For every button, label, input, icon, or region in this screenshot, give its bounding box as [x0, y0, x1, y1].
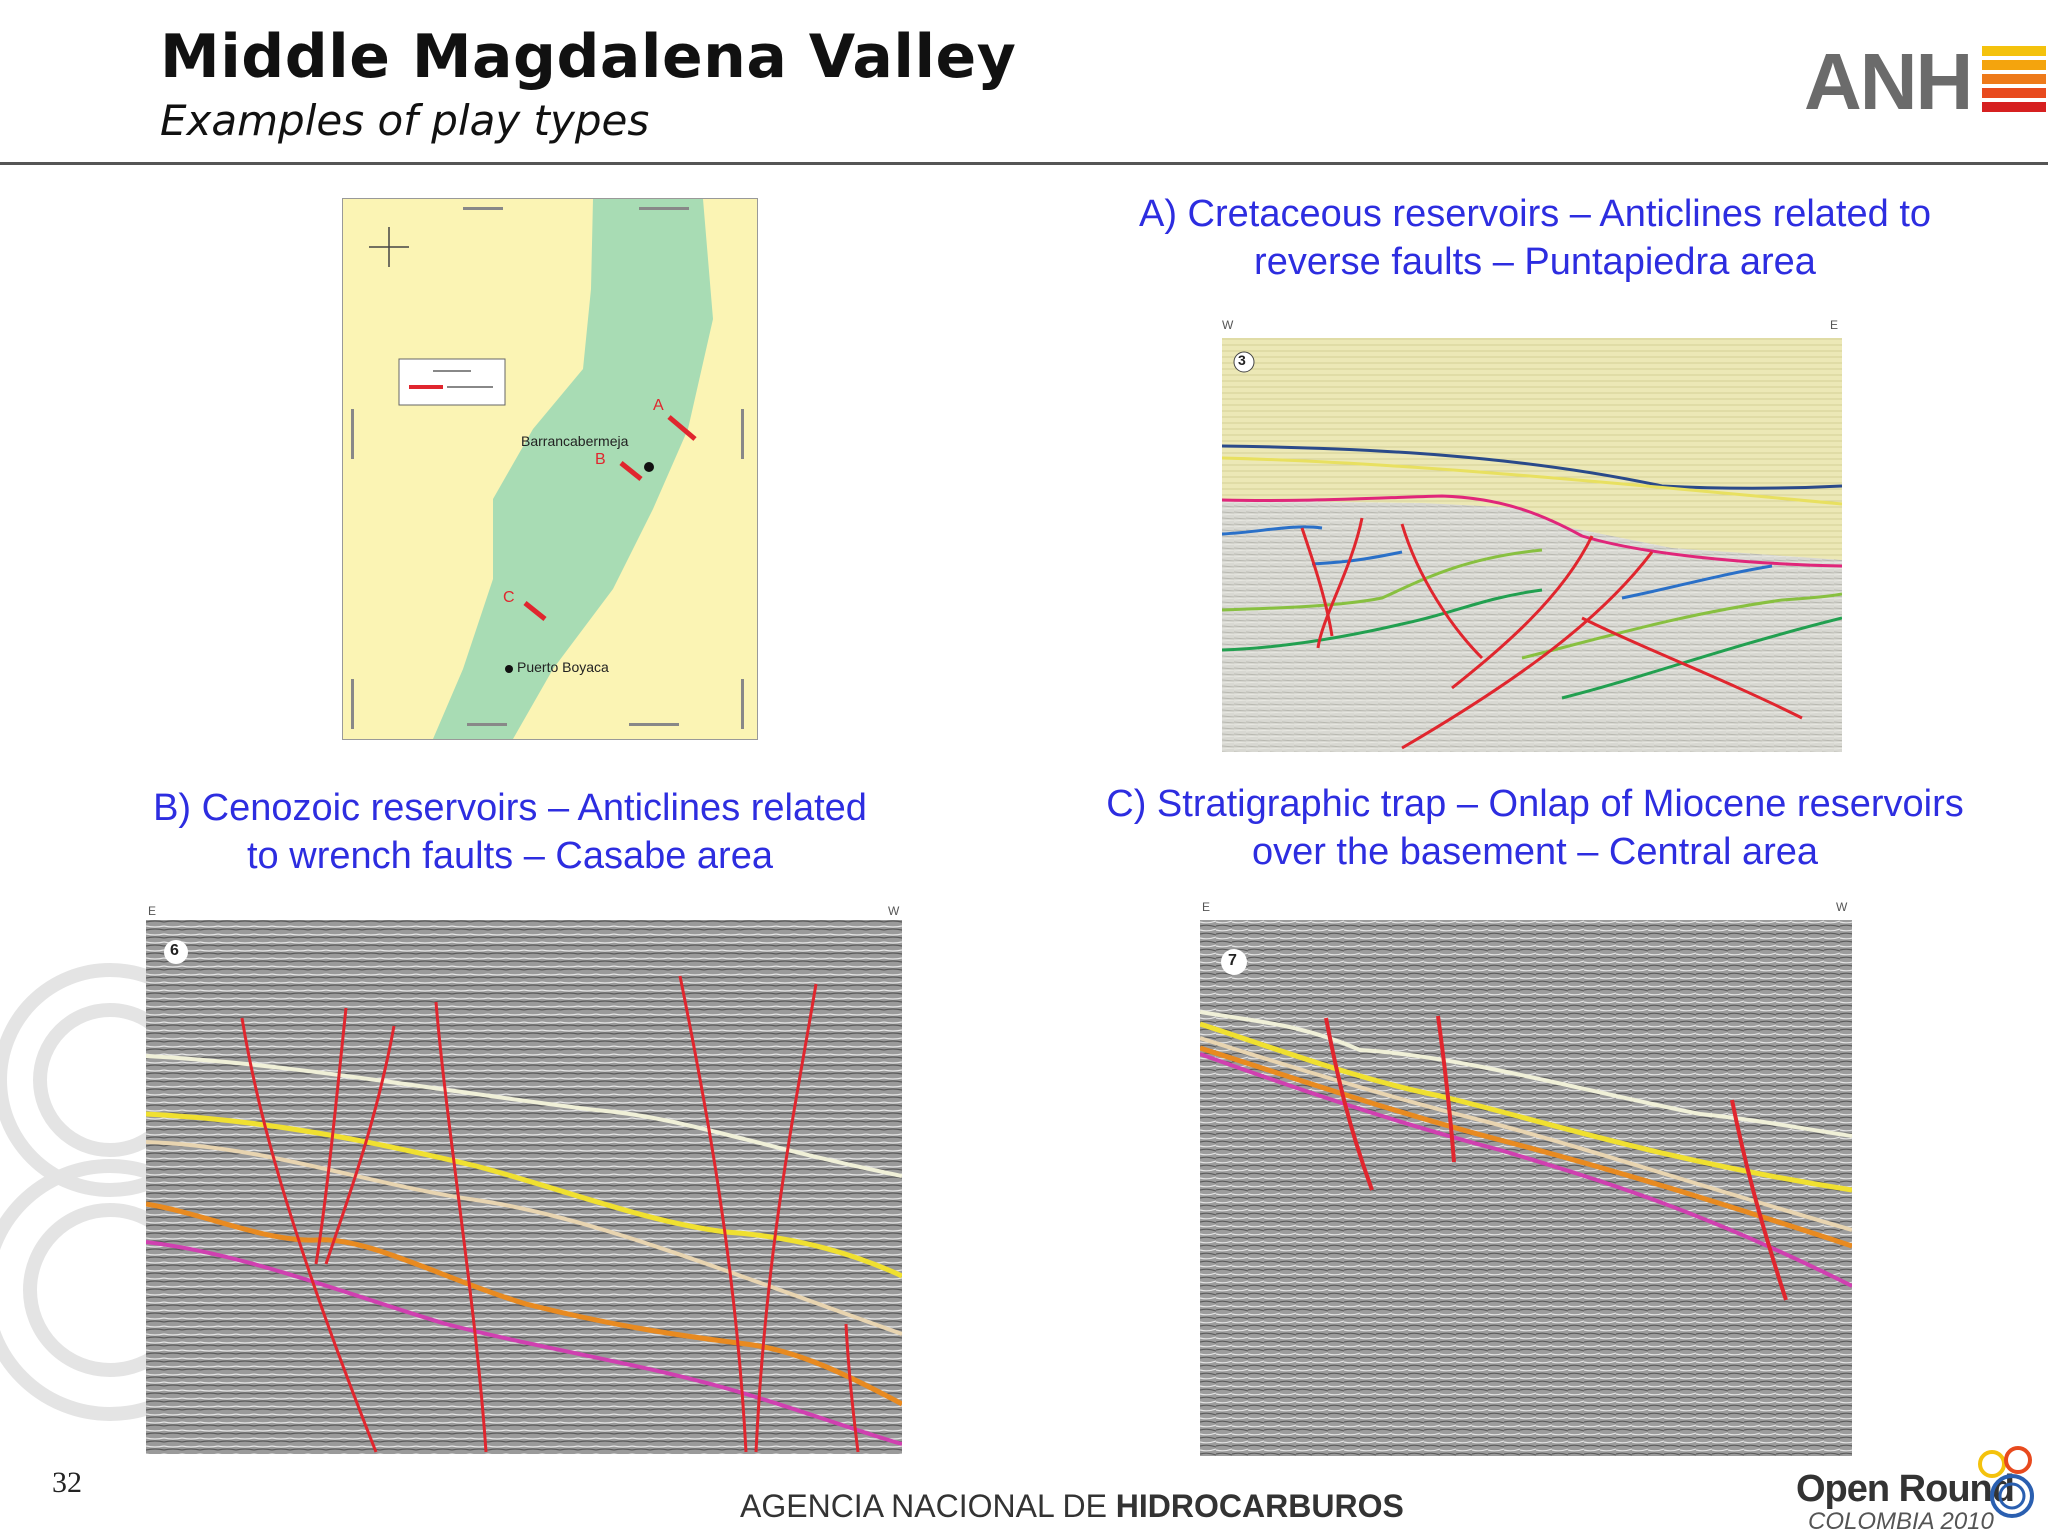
section-c-number: 7: [1228, 952, 1237, 969]
caption-b-line1: B) Cenozoic reservoirs – Anticlines related: [153, 787, 867, 829]
map-line-label-b: B: [595, 451, 606, 468]
section-a-number: 3: [1238, 352, 1246, 368]
section-b-left-label: E: [148, 904, 157, 918]
caption-c-line1: C) Stratigraphic trap – Onlap of Miocene reservoirs: [1106, 783, 1964, 825]
caption-a-line2: reverse faults – Puntapiedra area: [1254, 241, 1816, 283]
section-c-left-label: E: [1202, 900, 1211, 914]
open-round-logo-text: Open Round: [1796, 1468, 2014, 1510]
header-divider: [0, 162, 2048, 165]
map-line-label-a: A: [653, 397, 664, 414]
footer-agency-regular: AGENCIA NACIONAL DE: [740, 1488, 1116, 1524]
section-a-right-label: E: [1830, 318, 1839, 332]
anh-logo-stripes-icon: [1980, 44, 2048, 112]
map-line-label-c: C: [503, 589, 515, 606]
colombia-logo-text: COLOMBIA 2010: [1808, 1508, 1994, 1535]
anh-logo-text: ANH: [1804, 37, 1972, 126]
caption-a-line1: A) Cretaceous reservoirs – Anticlines related to: [1138, 193, 1932, 235]
section-b-number: 6: [170, 942, 179, 959]
section-a-left-label: W: [1222, 318, 1234, 332]
map-label-barrancabermeja: Barrancabermeja: [521, 433, 629, 449]
location-map: [342, 198, 758, 740]
decorative-swirl: [0, 900, 150, 1500]
seismic-section-c: [1200, 900, 1852, 1456]
section-b-right-label: W: [888, 904, 900, 918]
slide-subtitle: Examples of play types: [160, 96, 650, 145]
seismic-section-b: [146, 904, 902, 1454]
footer-agency: [740, 1488, 1404, 1525]
footer-agency-bold: HIDROCARBUROS: [1115, 1488, 1404, 1524]
seismic-section-a: [1222, 318, 1842, 752]
section-c-right-label: W: [1836, 900, 1848, 914]
caption-b: [100, 784, 920, 880]
slide-title: Middle Magdalena Valley: [160, 22, 1017, 92]
caption-c: [1060, 780, 2010, 876]
caption-c-line2: over the basement – Central area: [1251, 831, 1819, 873]
caption-b-line2: to wrench faults – Casabe area: [247, 835, 773, 877]
map-label-puerto-boyaca: Puerto Boyaca: [517, 659, 609, 675]
page-number: 32: [52, 1466, 82, 1499]
caption-a: [1060, 190, 2010, 286]
open-round-rings-icon: [1972, 1444, 2046, 1528]
